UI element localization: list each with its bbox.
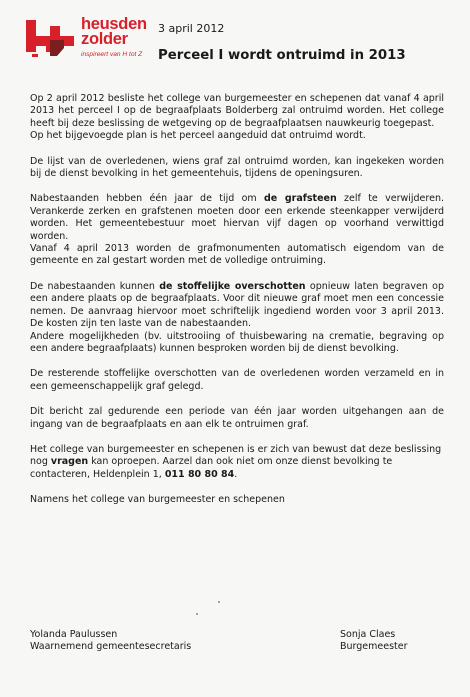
gravestone-bold: de grafsteen bbox=[264, 193, 337, 205]
alternatives-text: Andere mogelijkheden (bv. uitstrooiing of thuisbewaring na crematie, begraving op een andere begraafplaats) kunnen besproken worden bij de dienst bevolking. bbox=[30, 330, 444, 354]
logo-name-line2: zolder bbox=[81, 30, 128, 48]
remains-text-pre: De nabestaanden kunnen bbox=[30, 280, 160, 292]
secretary-role: Waarnemend gemeentesecretaris bbox=[30, 641, 192, 653]
gravestone-text-pre: Nabestaanden hebben één jaar de tijd om bbox=[30, 193, 264, 205]
logo-name-line1: heusden bbox=[81, 15, 147, 33]
signature-mayor bbox=[340, 629, 408, 654]
paper-speck bbox=[218, 601, 220, 603]
logo-tagline: inspireert van H tot Z bbox=[81, 51, 143, 58]
ownership-text: Vanaf 4 april 2013 worden de grafmonumenten automatisch eigendom van de gemeente en zal gestart worden met de volledige ontruiming. bbox=[30, 243, 444, 267]
mayor-role: Burgemeester bbox=[340, 641, 408, 653]
heusden-zolder-logo bbox=[26, 14, 166, 78]
paragraph-plan-text: Op het bijgevoegde plan is het perceel aangeduid dat ontruimd wordt. bbox=[30, 130, 366, 142]
contact-text-end: . bbox=[234, 468, 238, 480]
paragraph-contact bbox=[30, 444, 444, 481]
letter-date: 3 april 2012 bbox=[158, 22, 225, 35]
gravestone-text-post: zelf te verwijderen. Verankerde zerken en grafstenen moeten door een erkende steenkapper verwijderd worden. Het gemeentebestuur moet hiervan vijf dagen op voorhand verwittigd worden. bbox=[30, 193, 444, 242]
paragraph-list: De lijst van de overledenen, wiens graf zal ontruimd worden, kan ingekeken worden bij de dienst bevolking in het gemeentehuis, tijdens de openingsuren. bbox=[30, 155, 444, 180]
contact-phone: 011 80 80 84 bbox=[164, 468, 235, 480]
secretary-name: Yolanda Paulussen bbox=[30, 629, 118, 640]
contact-bold-questions: vragen bbox=[50, 456, 89, 468]
mayor-name: Sonja Claes bbox=[340, 629, 396, 640]
remains-bold: de stoffelijke overschotten bbox=[159, 280, 306, 292]
logo-wordmark bbox=[81, 17, 147, 47]
paragraph-closing: Namens het college van burgemeester en schepenen bbox=[30, 494, 285, 506]
paragraph-gravestone bbox=[30, 193, 444, 267]
remains-text-post: opnieuw laten begraven op een andere plaats op de begraafplaats. Voor dit nieuwe graf moet men een concessie nemen. De aanvraag hiervoor moet schriftelijk ingediend worden voor 3 april 2013. De kosten zijn ten laste van de nabestaanden. bbox=[30, 280, 445, 330]
paragraph-common-grave: De resterende stoffelijke overschotten van de overledenen worden verzameld en in een gemeenschappelijk graf gelegd. bbox=[30, 368, 444, 392]
signature-secretary bbox=[30, 629, 191, 654]
paper-speck bbox=[196, 613, 198, 615]
paragraph-decision bbox=[30, 93, 444, 143]
logo-mark-icon bbox=[26, 14, 82, 66]
letter-body bbox=[30, 93, 444, 520]
paragraph-remains bbox=[30, 281, 444, 355]
paragraph-decision-text: Op 2 april 2012 besliste het college van burgemeester en schepenen dat vanaf 4 april 2013 het perceel I op de begraafplaats Bolderberg zal ontruimd worden. Het college heeft bij deze beslissing de wetgeving op de begraafplaatsen nauwkeurig toegepast. bbox=[30, 93, 444, 129]
contact-text-pre: Het college van burgemeester en schepenen is er zich van bewust dat deze beslissing nog bbox=[30, 443, 442, 468]
contact-text-mid: kan oproepen. Aarzel dan ook niet om onze dienst bevolking te contacteren, Heldenplein 1, bbox=[30, 456, 393, 480]
letter-title: Perceel I wordt ontruimd in 2013 bbox=[158, 48, 406, 63]
paragraph-notice: Dit bericht zal gedurende een periode van één jaar worden uitgehangen aan de ingang van de begraafplaats en aan elk te ontruimen graf. bbox=[30, 406, 444, 430]
